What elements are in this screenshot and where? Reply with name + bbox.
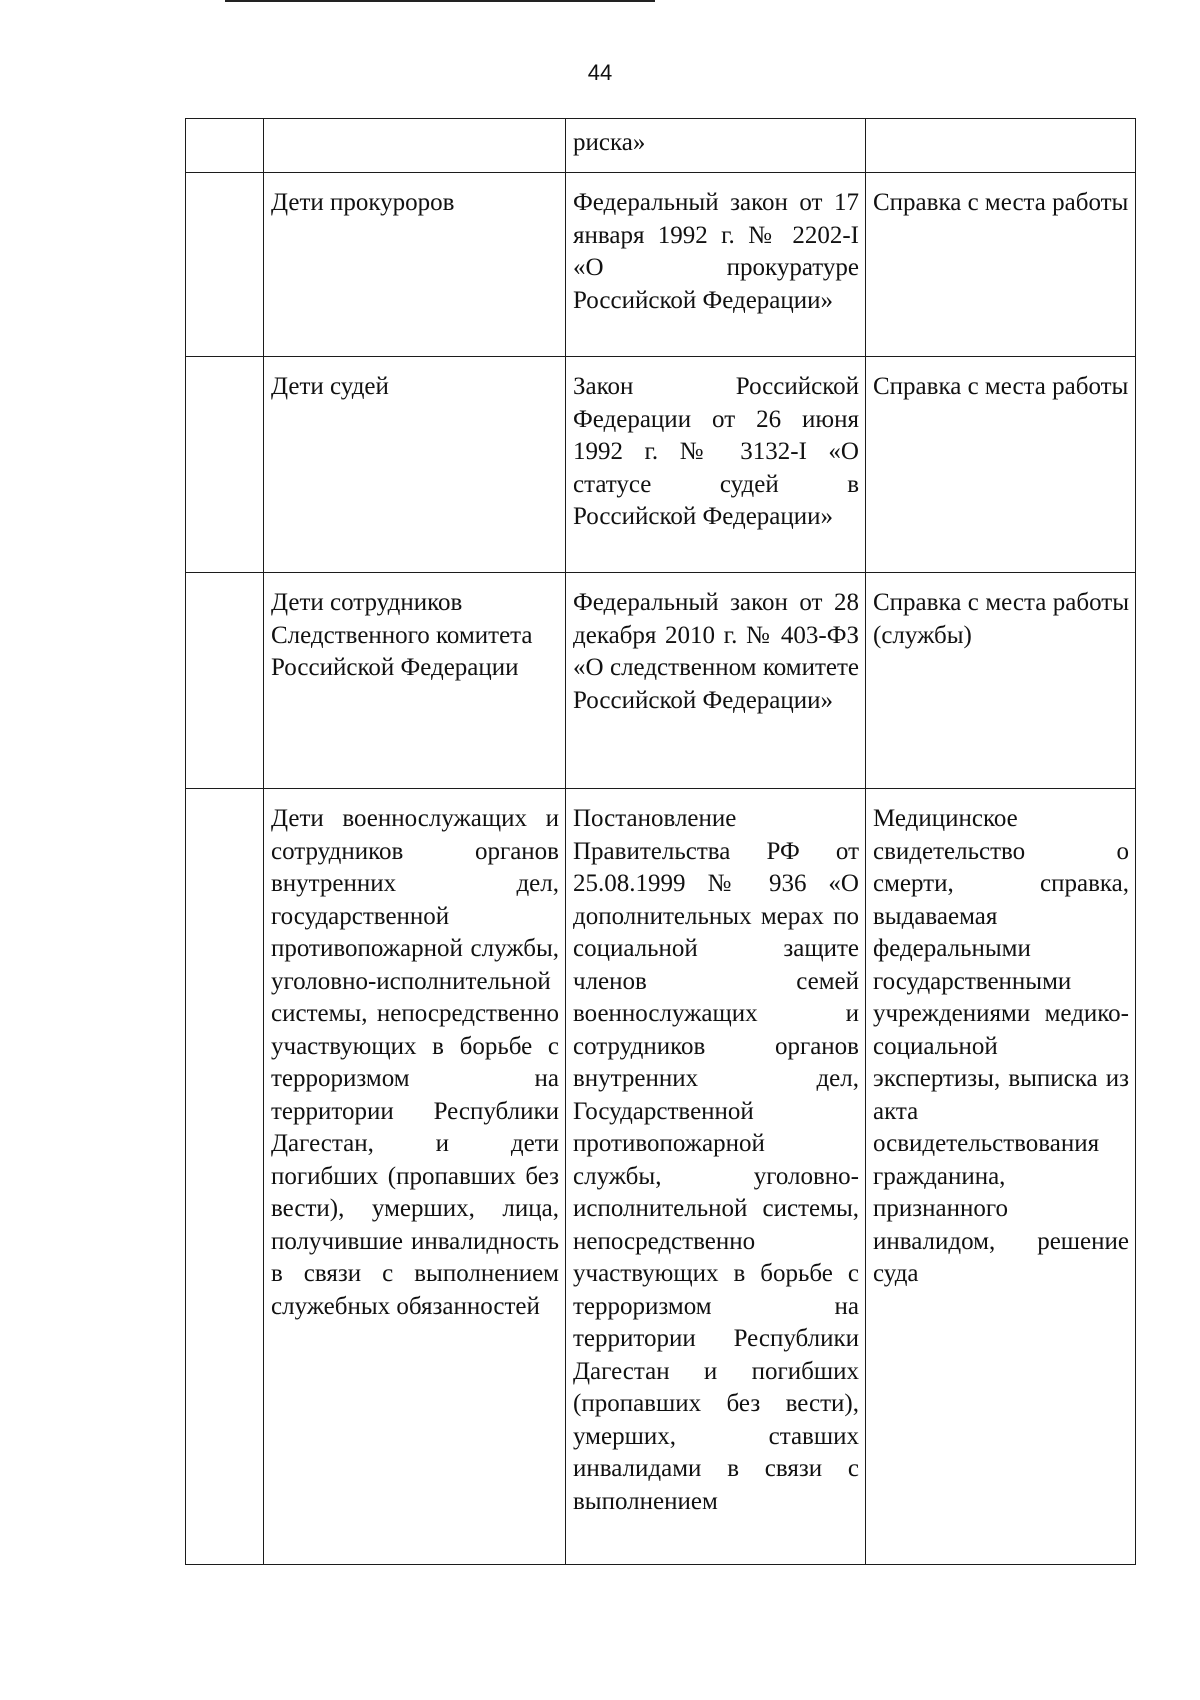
document-cell: Справка с места работы <box>866 357 1136 573</box>
law-cell: Постановление Правительства РФ от 25.08.1999 № 936 «О дополнительных мерах по социальной защите членов семей военнослужащих и сотрудников органов внутренних дел, Государственной противопожарной службы, уголовно-исполнительной системы, непосредственно участвующих в борьбе с терроризмом на территории Республики Дагестан и погибших (пропавших без вести), умерших, ставших инвалидами в связи с выполнением <box>566 789 866 1565</box>
row-number-cell <box>186 173 264 357</box>
category-cell: Дети военнослужащих и сотрудников органов внутренних дел, государственной противопожарной службы, уголовно-исполнительной системы, непосредственно участвующих в борьбе с терроризмом на территории Республики Дагестан, и дети погибших (пропавших без вести), умерших, лица, получившие инвалидность в связи с выполнением служебных обязанностей <box>264 789 566 1565</box>
category-cell <box>264 119 566 173</box>
document-cell <box>866 119 1136 173</box>
category-cell: Дети судей <box>264 357 566 573</box>
benefits-table <box>185 118 1136 1565</box>
law-cell: Федеральный закон от 17 января 1992 г. № 2202-I «О прокуратуре Российской Федерации» <box>566 173 866 357</box>
law-cell: риска» <box>566 119 866 173</box>
document-cell: Медицинское свидетельство о смерти, справка, выдаваемая федеральными государственными учреждениями медико-социальной экспертизы, выписка из акта освидетельствования гражданина, признанного инвалидом, решение суда <box>866 789 1136 1565</box>
table-row <box>186 789 1136 1565</box>
scan-top-edge-mark <box>225 0 655 2</box>
table-row <box>186 173 1136 357</box>
row-number-cell <box>186 119 264 173</box>
category-cell: Дети прокуроров <box>264 173 566 357</box>
table-row <box>186 573 1136 789</box>
document-cell: Справка с места работы <box>866 173 1136 357</box>
document-cell: Справка с места работы (службы) <box>866 573 1136 789</box>
page-number: 44 <box>587 60 613 85</box>
law-cell: Федеральный закон от 28 декабря 2010 г. № 403-ФЗ «О следственном комитете Российской Федерации» <box>566 573 866 789</box>
category-cell: Дети сотрудников Следственного комитета Российской Федерации <box>264 573 566 789</box>
row-number-cell <box>186 789 264 1565</box>
table-row <box>186 119 1136 173</box>
row-number-cell <box>186 357 264 573</box>
table-row <box>186 357 1136 573</box>
law-cell: Закон Российской Федерации от 26 июня 1992 г. № 3132-I «О статусе судей в Российской Федерации» <box>566 357 866 573</box>
row-number-cell <box>186 573 264 789</box>
